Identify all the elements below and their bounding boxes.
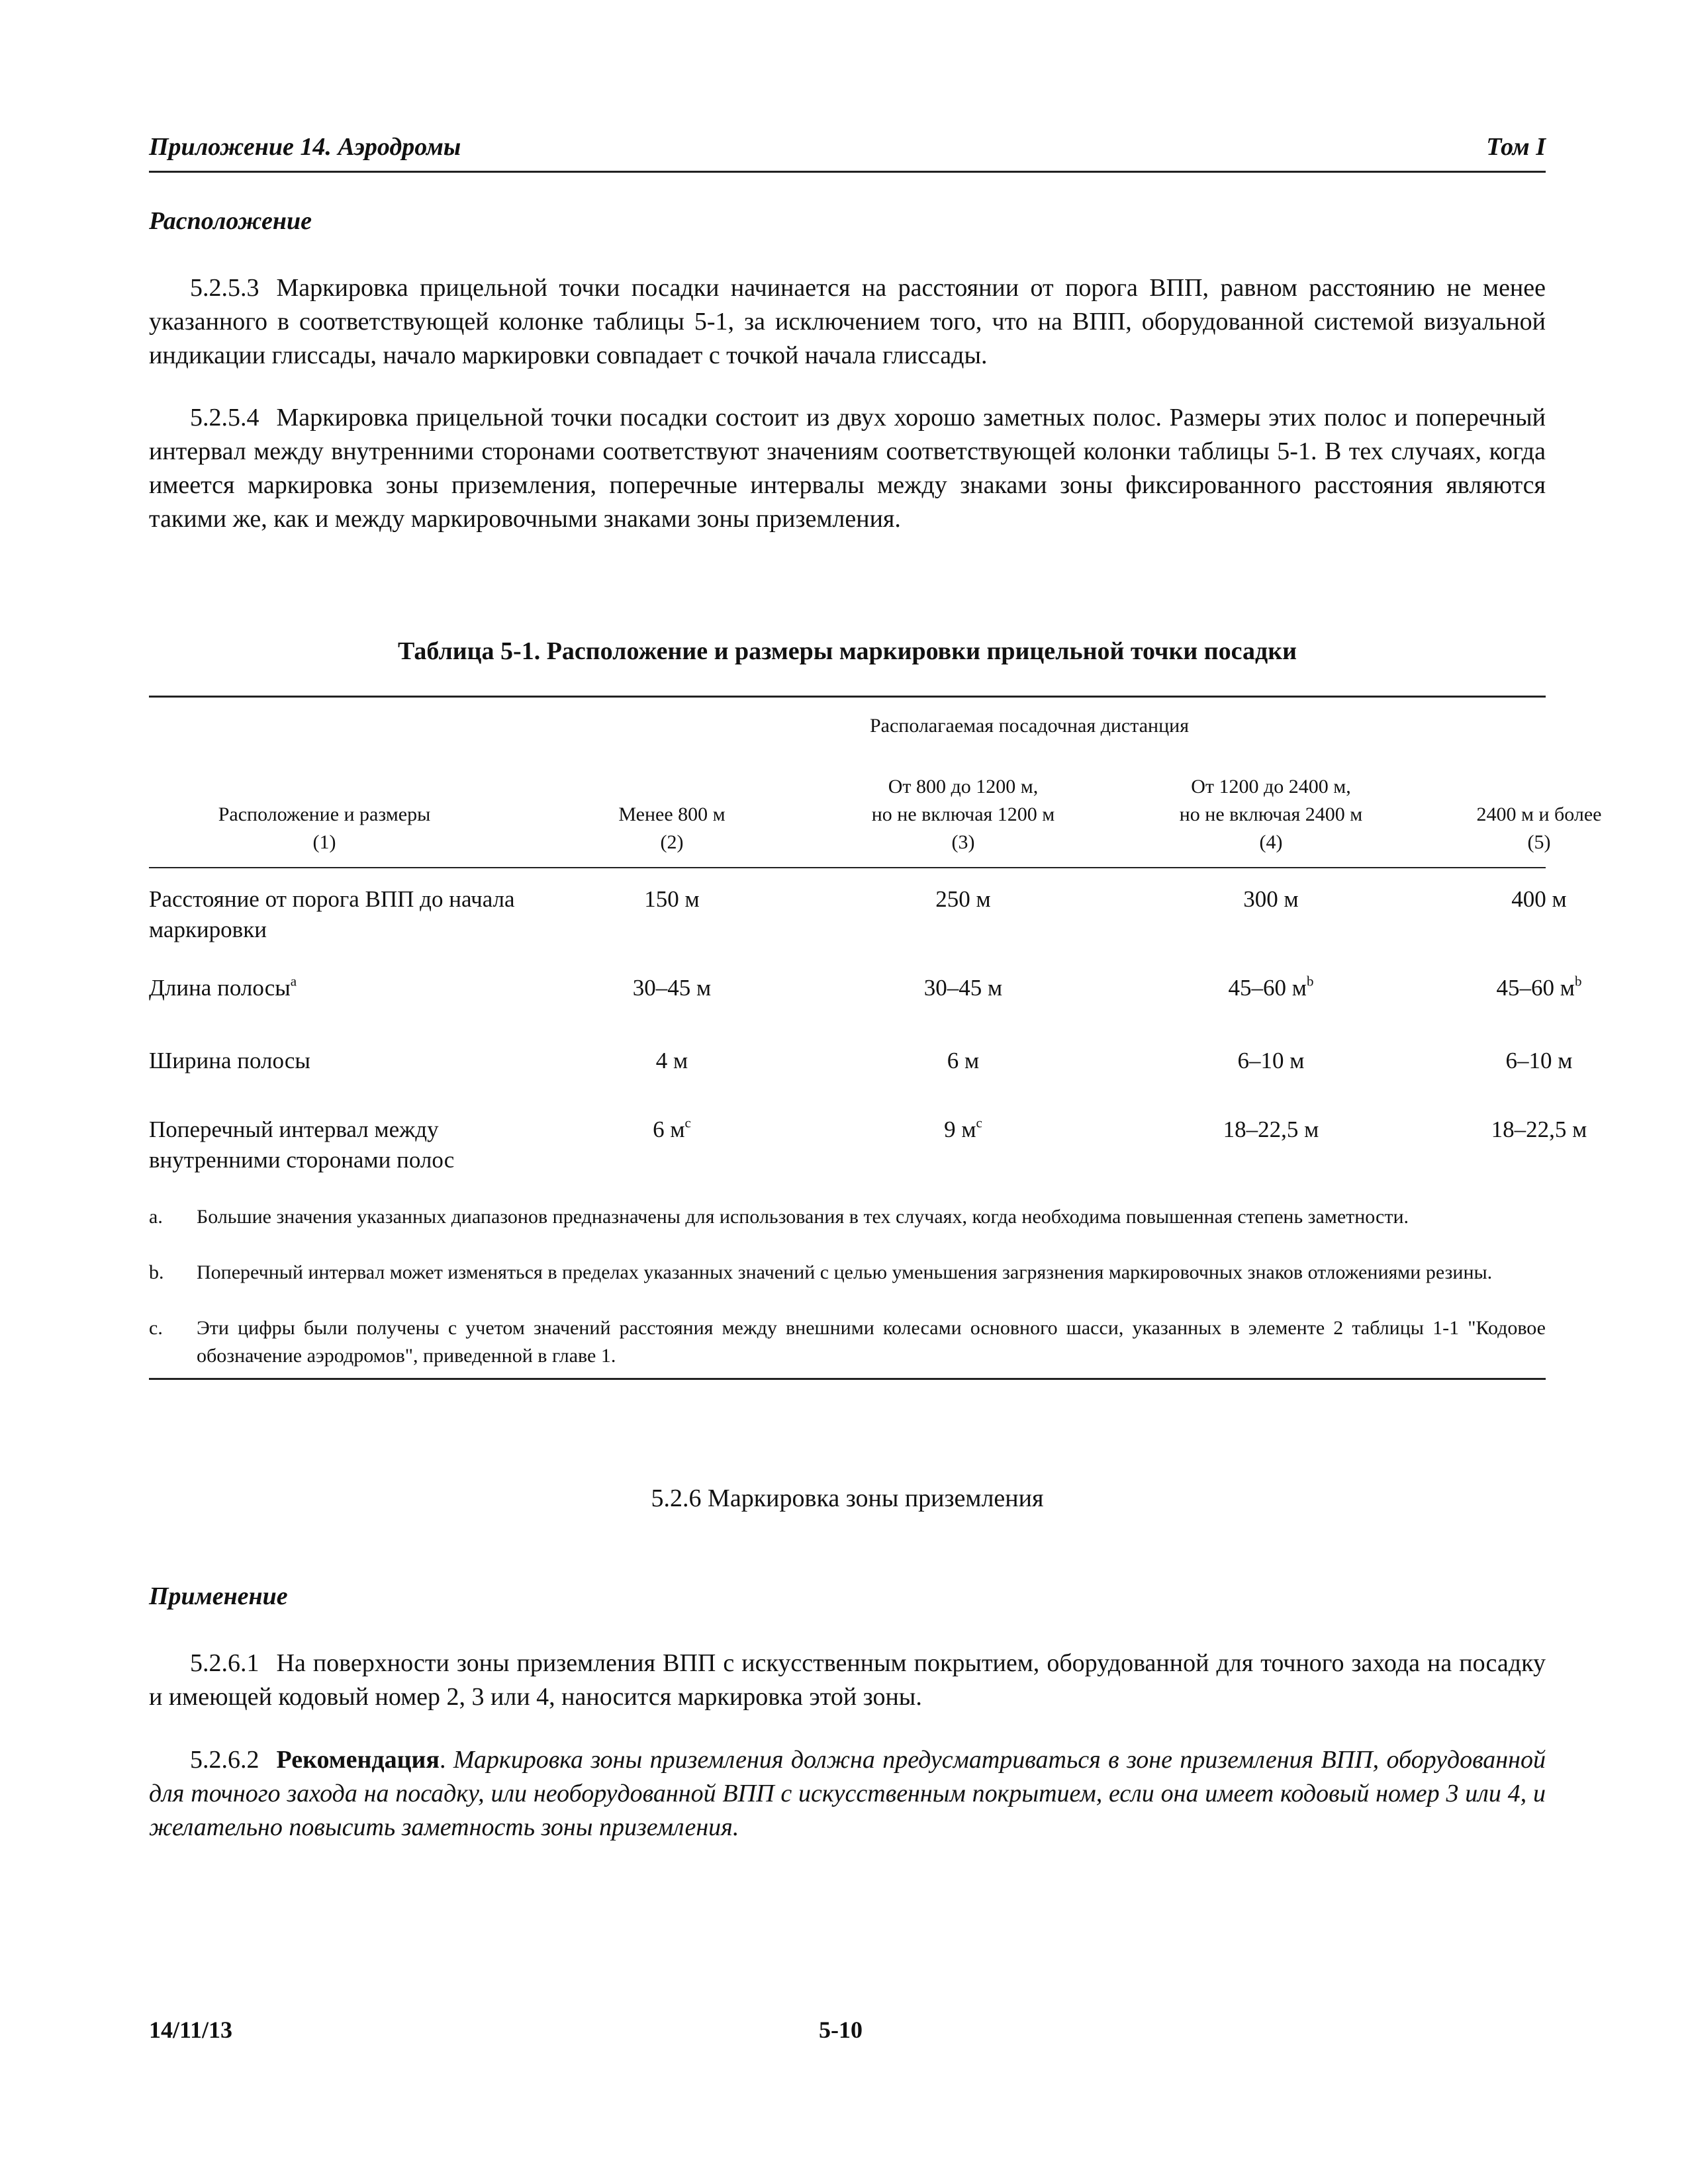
table-top-rule (149, 696, 1546, 698)
table-cell: 6 $м^c$ (653, 1115, 691, 1142)
row-label-strip-length: Длина полосы$^a$ (149, 973, 297, 1001)
paragraph-number: 5.2.6.1 (190, 1649, 259, 1677)
table-cell: 45–60 $м^b$ (1228, 973, 1314, 1001)
paragraph-5-2-5-3 (149, 271, 1546, 373)
paragraph-5-2-5-4 (149, 401, 1546, 536)
column-header-4: От 1200 до 2400 м, но не включая 2400 м (4) (1179, 776, 1363, 853)
recommendation-label: Рекомендация (276, 1746, 440, 1774)
row-label-lateral-spacing: Поперечный интервал между внутренними сторонами полос (149, 1116, 455, 1173)
table-title: Таблица 5-1. Расположение и размеры маркировки прицельной точки посадки (397, 637, 1297, 665)
header-title: Приложение 14. Аэродромы (149, 133, 461, 161)
paragraph-text: Маркировка прицельной точки посадки начинается на расстоянии от порога ВПП, равном расстоянию не менее указанного в соответствующей колонке таблицы 5-1, за исключением того, что на ВПП, оборудованной системой визуальной индикации глиссады, начало маркировки совпадает с точкой начала глиссады. (149, 274, 1546, 369)
table-cell: 9 $м^c$ (944, 1115, 982, 1142)
table-cell: 18–22,5 м (1491, 1116, 1587, 1142)
paragraph-number: 5.2.5.3 (190, 274, 259, 302)
paragraph-5-2-6-1 (149, 1647, 1546, 1714)
paragraph-text: На поверхности зоны приземления ВПП с искусственным покрытием, оборудованной для точного захода на посадку и имеющей кодовый номер 2, 3 или 4, наносится маркировка этой зоны. (149, 1649, 1546, 1711)
footnote-ref: b (1306, 973, 1314, 989)
section-heading-placement: Расположение (149, 207, 312, 235)
row-label-distance: Расстояние от порога ВПП до начала маркировки (149, 886, 515, 942)
table-cell: 4 м (655, 1048, 688, 1073)
paragraph-number: 5.2.6.2 (190, 1746, 259, 1774)
paragraph-text: Маркировка зоны приземления должна предусматриваться в зоне приземления ВПП, оборудованной для точного захода на посадку, или необорудованной ВПП с искусственным покрытием, если она имеет кодовый номер 3 или 4, и желательно повысить заметность зоны приземления. (149, 1746, 1546, 1841)
table-cell: 6–10 м (1237, 1048, 1305, 1073)
table-cell: 6–10 м (1505, 1048, 1573, 1073)
table-cell: 400 м (1511, 886, 1567, 912)
section-heading-5-2-6: 5.2.6 Маркировка зоны приземления (651, 1484, 1044, 1512)
table-bottom-rule (149, 1378, 1546, 1380)
footer-date: 14/11/13 (149, 2017, 233, 2043)
section-heading-application: Применение (149, 1582, 288, 1610)
document-page: Приложение 14. Аэродромы Том I Расположение 5.2.5.3 Маркировка прицельной точки посадки начинается на расстоянии от порога ВПП, равном расстоянию не менее указанного в соответствующей колонке таблицы 5-1, за исключением того, что на ВПП, оборудованной системой визуальной индикации глиссады, начало маркировки совпадает с точкой начала глиссады. 5.2.5.4 Маркировка прицельной точки посадки состоит из двух хорошо заметных полос. Размеры этих полос и поперечный интервал между внутренними сторонами соответствуют значениям соответствующей колонки таблицы 5-1. В тех случаях, когда имеется маркировка зоны приземления, поперечные интервалы между знаками зоны фиксированного расстояния являются такими же, как и между маркировочными знаками зоны приземления. Таблица 5-1. Расположение и размеры маркировки прицельной точки посадки Располагаемая посадочная дистанция Расположение и размеры (1) Менее 800 м (2) От 800 до 1200 м, но не включая 1200 м (3) От 1200 до 2400 м, но не включая 2400 м (4) 2400 м и более (5) Расстояние от порога ВПП до начала маркировки 150 м 250 м 300 м 400 м Длина полосы$^a$ 30–45 м 30–45 м 45–60 $м^b$ 45–60 $м^b$ Ширина полосы 4 м 6 м 6–10 м 6–10 м Поперечный интервал между внутренними сторонами полос 6 $м^c$ 9 $м^c$ 18–22,5 м 18–22,5 м a. Большие значения указанных диапазонов предназначены для использования в тех случаях, когда необходима повышенная степень заметности. b. Поперечный интервал может изменяться в пределах указанных значений с целью уменьшения загрязнения маркировочных знаков отложениями резины. c. Эти цифры были получены с учетом значений расстояния между внешними колесами основного шасси, указанных в элементе 2 таблицы 1-1 "Кодовое обозначение аэродромов", приведенной в главе 1. 5.2.6 Маркировка зоны приземления Применение 5.2.6.1 На поверхности зоны приземления ВПП с искусственным покрытием, оборудованной для точного захода на посадку и имеющей кодовый номер 2, 3 или 4, наносится маркировка этой зоны. 5.2.6.2 Рекомендация. Маркировка зоны приземления должна предусматриваться в зоне приземления ВПП, оборудованной для точного захода на посадку, или необорудованной ВПП с искусственным покрытием, если она имеет кодовый номер 3 или 4, и желательно повысить заметность зоны приземления. 14/11/13 5-10 (149, 0, 1546, 2184)
table-group-header: Располагаемая посадочная дистанция (869, 715, 1190, 737)
column-header-5: 2400 м и более (5) (1476, 803, 1602, 853)
footnote-ref: c (684, 1115, 691, 1131)
table-cell: 30–45 м (923, 975, 1003, 1001)
table-header-rule (149, 867, 1546, 868)
paragraph-text: Маркировка прицельной точки посадки состоит из двух хорошо заметных полос. Размеры этих полос и поперечный интервал между внутренними сторонами соответствуют значениям соответствующей колонки таблицы 5-1. В тех случаях, когда имеется маркировка зоны приземления, поперечные интервалы между знаками зоны фиксированного расстояния являются такими же, как и между маркировочными знаками зоны приземления. (149, 404, 1546, 533)
column-header-1: Расположение и размеры (1) (218, 803, 431, 853)
table-cell: 6 м (947, 1048, 980, 1073)
footnote-ref: c (976, 1115, 982, 1131)
paragraph-number: 5.2.5.4 (190, 404, 259, 432)
table-cell: 250 м (935, 886, 991, 912)
table-cell: 18–22,5 м (1223, 1116, 1319, 1142)
table-cell: 45–60 $м^b$ (1496, 973, 1582, 1001)
column-header-2: Менее 800 м (2) (618, 803, 726, 853)
header-volume: Том I (1486, 133, 1546, 161)
running-header (149, 130, 1546, 173)
table-cell: 150 м (644, 886, 700, 912)
footnote-ref: b (1574, 973, 1582, 989)
table-cell: 30–45 м (632, 975, 712, 1001)
column-header-3: От 800 до 1200 м, но не включая 1200 м (3) (871, 776, 1055, 853)
paragraph-5-2-6-2: 5.2.6.2 Рекомендация. Маркировка зоны приземления должна предусматриваться в зоне приземления ВПП, оборудованной для точного захода на посадку, или необорудованной ВПП с искусственным покрытием, если она имеет кодовый номер 3 или 4, и желательно повысить заметность зоны приземления. (149, 1743, 1546, 1844)
row-label-strip-width: Ширина полосы (149, 1048, 310, 1073)
table-cell: 300 м (1243, 886, 1299, 912)
footnote-ref: a (290, 973, 297, 989)
footer-page-number: 5-10 (819, 2017, 863, 2043)
